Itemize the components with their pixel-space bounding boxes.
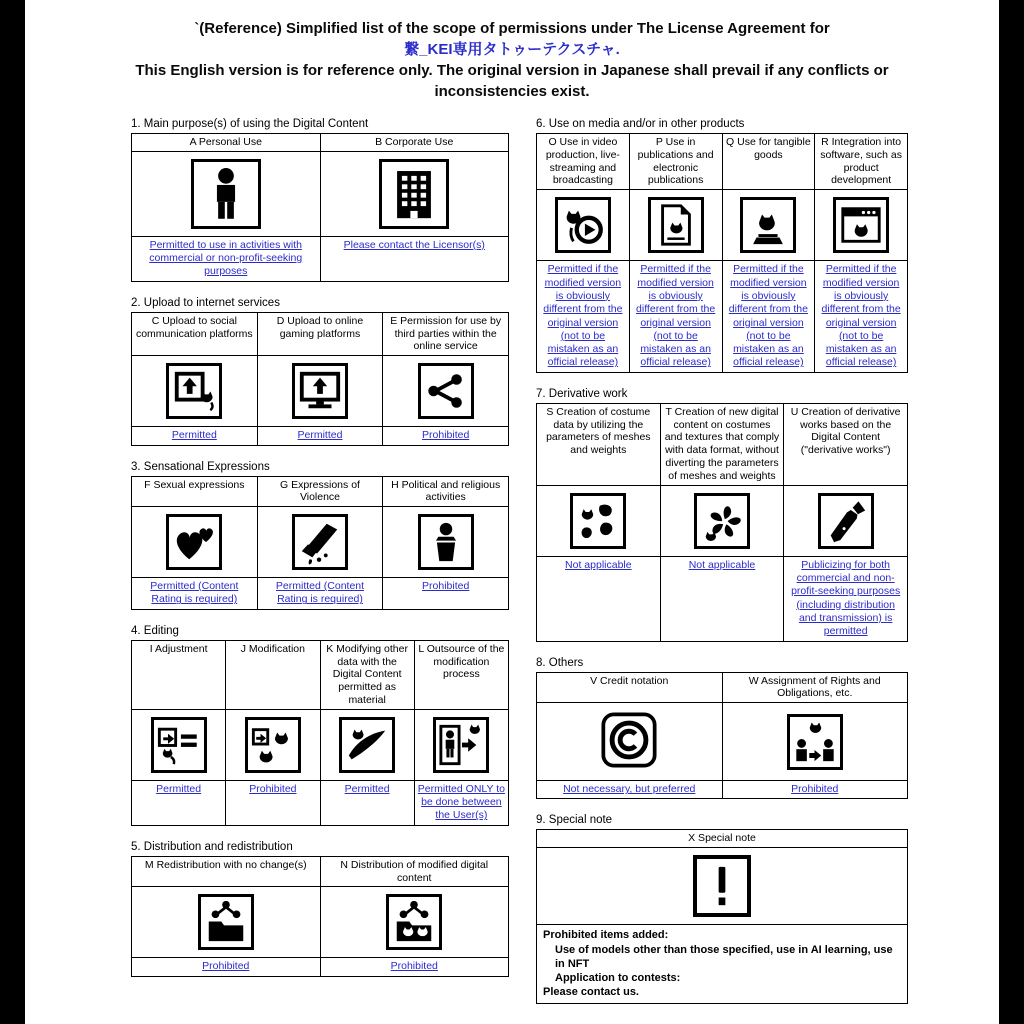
status-text: Permitted if the modified version is obviously different from the original version (not to be mistaken as an official release): [722, 261, 815, 373]
icon-cell: [383, 356, 509, 427]
section-6: [536, 118, 908, 373]
icon-cell: [383, 507, 509, 578]
status-text: Prohibited: [226, 780, 320, 825]
icon-cell: [257, 507, 383, 578]
column-header: K Modifying other data with the Digital Content permitted as material: [320, 640, 414, 709]
icon-row: [132, 507, 509, 578]
note-line: Application to contests:: [555, 972, 681, 985]
column-header: S Creation of costume data by utilizing the parameters of meshes and weights: [537, 403, 661, 485]
column-header: U Creation of derivative works based on the Digital Content ("derivative works"): [784, 403, 908, 485]
icon-cell: [784, 485, 908, 556]
building-icon: [379, 159, 449, 229]
status-row: [537, 781, 908, 799]
hearts-icon: [166, 514, 222, 570]
software-window-icon: [833, 197, 889, 253]
column-header: B Corporate Use: [320, 134, 509, 152]
status-text: Not applicable: [537, 556, 661, 641]
column-header: X Special note: [537, 830, 908, 848]
status-text: Prohibited: [383, 427, 509, 445]
column-header: G Expressions of Violence: [257, 476, 383, 507]
section-title: 3. Sensational Expressions: [131, 460, 270, 473]
permission-table: [536, 403, 908, 642]
tables-grid: [25, 118, 999, 1019]
status-text: Permitted if the modified version is obviously different from the original version (not to be mistaken as an official release): [815, 261, 908, 373]
permission-table: [131, 476, 509, 610]
status-text: Not applicable: [660, 556, 784, 641]
icon-cell: [320, 709, 414, 780]
header-row: [537, 134, 908, 190]
publication-page-icon: [648, 197, 704, 253]
icon-row: [132, 356, 509, 427]
icon-cell: [537, 848, 908, 925]
column-header: E Permission for use by third parties within the online service: [383, 312, 509, 355]
adjustment-arrow-icon: [151, 717, 207, 773]
status-text: Prohibited: [320, 958, 509, 976]
column-header: D Upload to online gaming platforms: [257, 312, 383, 355]
section-title: 7. Derivative work: [536, 387, 628, 400]
permission-table: [131, 133, 509, 282]
header-row: [132, 312, 509, 355]
status-text: Permitted (Content Rating is required): [132, 578, 258, 610]
column-header: C Upload to social communication platforms: [132, 312, 258, 355]
exclamation-icon: [693, 855, 751, 917]
column-header: A Personal Use: [132, 134, 321, 152]
header-row: [537, 403, 908, 485]
texture-flower-icon: [694, 493, 750, 549]
note-line: Prohibited items added:: [543, 929, 669, 942]
title-line-1: `(Reference) Simplified list of the scope of permissions under The License Agreement for: [194, 20, 830, 37]
title-line-2: This English version is for reference only. The original version in Japanese shall prevail if any conflicts or inconsistencies exist.: [135, 62, 889, 100]
section-9: [536, 814, 908, 1003]
icon-cell: [537, 485, 661, 556]
costume-data-icon: [570, 493, 626, 549]
person-icon: [191, 159, 261, 229]
icon-cell: [226, 709, 320, 780]
status-row: [537, 261, 908, 373]
outsource-person-icon: [433, 717, 489, 773]
icon-cell: [722, 190, 815, 261]
icon-row: [132, 709, 509, 780]
section-4: [131, 625, 509, 826]
section-5: [131, 841, 509, 977]
upload-monitor-icon: [292, 363, 348, 419]
icon-cell: [537, 703, 723, 781]
column-header: W Assignment of Rights and Obligations, etc.: [722, 672, 908, 703]
icon-cell: [815, 190, 908, 261]
icon-cell: [257, 356, 383, 427]
share-network-icon: [418, 363, 474, 419]
section-title: 9. Special note: [536, 814, 613, 827]
modification-cats-icon: [245, 717, 301, 773]
bloody-knife-icon: [292, 514, 348, 570]
column-header: F Sexual expressions: [132, 476, 258, 507]
status-row: [132, 958, 509, 976]
column-header: O Use in video production, live-streaming and broadcasting: [537, 134, 630, 190]
status-text: Not necessary, but preferred: [537, 781, 723, 799]
header-row: [537, 830, 908, 848]
icon-cell: [722, 703, 908, 781]
header-row: [132, 134, 509, 152]
section-2: [131, 297, 509, 446]
icon-cell: [132, 356, 258, 427]
column-header: I Adjustment: [132, 640, 226, 709]
icon-cell: [132, 507, 258, 578]
permission-table: [536, 133, 908, 373]
figurine-pedestal-icon: [740, 197, 796, 253]
status-row: [132, 236, 509, 281]
section-title: 8. Others: [536, 656, 584, 669]
icon-cell: [629, 190, 722, 261]
brush-stroke-icon: [339, 717, 395, 773]
status-text: Publicizing for both commercial and non-profit-seeking purposes (including distribution and transmission) is permitted: [784, 556, 908, 641]
special-note-text: [537, 925, 908, 1003]
status-row: [537, 556, 908, 641]
icon-cell: [132, 151, 321, 236]
column-header: L Outsource of the modification process: [414, 640, 508, 709]
section-title: 6. Use on media and/or in other products: [536, 118, 745, 130]
fountain-pen-icon: [818, 493, 874, 549]
section-title: 4. Editing: [131, 624, 179, 637]
column-header: Q Use for tangible goods: [722, 134, 815, 190]
permission-table: [131, 312, 509, 446]
permission-table: [131, 640, 509, 826]
column-right: [536, 118, 908, 1019]
column-left: [131, 118, 509, 992]
status-text: Permitted if the modified version is obviously different from the original version (not to be mistaken as an official release): [629, 261, 722, 373]
status-text: Prohibited: [722, 781, 908, 799]
status-text: Permitted: [132, 427, 258, 445]
status-text: Prohibited: [383, 578, 509, 610]
column-header: P Use in publications and electronic publications: [629, 134, 722, 190]
column-header: H Political and religious activities: [383, 476, 509, 507]
title-line-japanese: 繋_KEI専用タトゥーテクスチャ.: [404, 41, 620, 58]
column-header: R Integration into software, such as product development: [815, 134, 908, 190]
icon-row: [537, 485, 908, 556]
permission-table: [131, 856, 509, 977]
section-title: 1. Main purpose(s) of using the Digital Content: [131, 118, 369, 130]
icon-row: [537, 848, 908, 925]
status-text: Permitted: [132, 780, 226, 825]
header-row: [132, 640, 509, 709]
icon-row: [537, 703, 908, 781]
status-text: Permitted if the modified version is obviously different from the original version (not to be mistaken as an official release): [537, 261, 630, 373]
status-text: Permitted (Content Rating is required): [257, 578, 383, 610]
header-row: [132, 856, 509, 887]
document-page: [25, 0, 999, 1024]
status-text: Please contact the Licensor(s): [320, 236, 509, 281]
section-7: [536, 388, 908, 642]
status-row: [132, 427, 509, 445]
status-text: Permitted: [320, 780, 414, 825]
icon-cell: [132, 709, 226, 780]
header-row: [132, 476, 509, 507]
note-line: Use of models other than those specified, use in AI learning, use in NFT: [555, 943, 893, 970]
icon-cell: [320, 887, 509, 958]
icon-cell: [132, 887, 321, 958]
status-text: Permitted to use in activities with commercial or non-profit-seeking purposes: [132, 236, 321, 281]
icon-row: [132, 887, 509, 958]
section-8: [536, 657, 908, 800]
share-folder-icon: [198, 894, 254, 950]
section-title: 5. Distribution and redistribution: [131, 840, 293, 853]
column-header: T Creation of new digital content on costumes and textures that comply with data format, without diverting the parameters of meshes and weights: [660, 403, 784, 485]
column-header: V Credit notation: [537, 672, 723, 703]
icon-row: [132, 151, 509, 236]
document-header: [25, 18, 999, 102]
icon-cell: [660, 485, 784, 556]
share-folder-modified-icon: [386, 894, 442, 950]
upload-box-icon: [166, 363, 222, 419]
status-text: Prohibited: [132, 958, 321, 976]
status-text: Permitted ONLY to be done between the User(s): [414, 780, 508, 825]
icon-cell: [537, 190, 630, 261]
status-row: [132, 578, 509, 610]
note-row: [537, 925, 908, 1003]
column-header: N Distribution of modified digital content: [320, 856, 509, 887]
header-row: [537, 672, 908, 703]
icon-cell: [414, 709, 508, 780]
podium-speaker-icon: [418, 514, 474, 570]
section-title: 2. Upload to internet services: [131, 296, 280, 309]
status-text: Permitted: [257, 427, 383, 445]
rights-transfer-icon: [787, 714, 843, 770]
icon-row: [537, 190, 908, 261]
section-1: [131, 118, 509, 282]
column-header: M Redistribution with no change(s): [132, 856, 321, 887]
copyright-icon: [599, 710, 659, 770]
note-line: Please contact us.: [543, 986, 639, 999]
status-row: [132, 780, 509, 825]
permission-table: [536, 672, 908, 800]
section-3: [131, 461, 509, 610]
permission-table: [536, 829, 908, 1003]
column-header: J Modification: [226, 640, 320, 709]
icon-cell: [320, 151, 509, 236]
video-play-icon: [555, 197, 611, 253]
